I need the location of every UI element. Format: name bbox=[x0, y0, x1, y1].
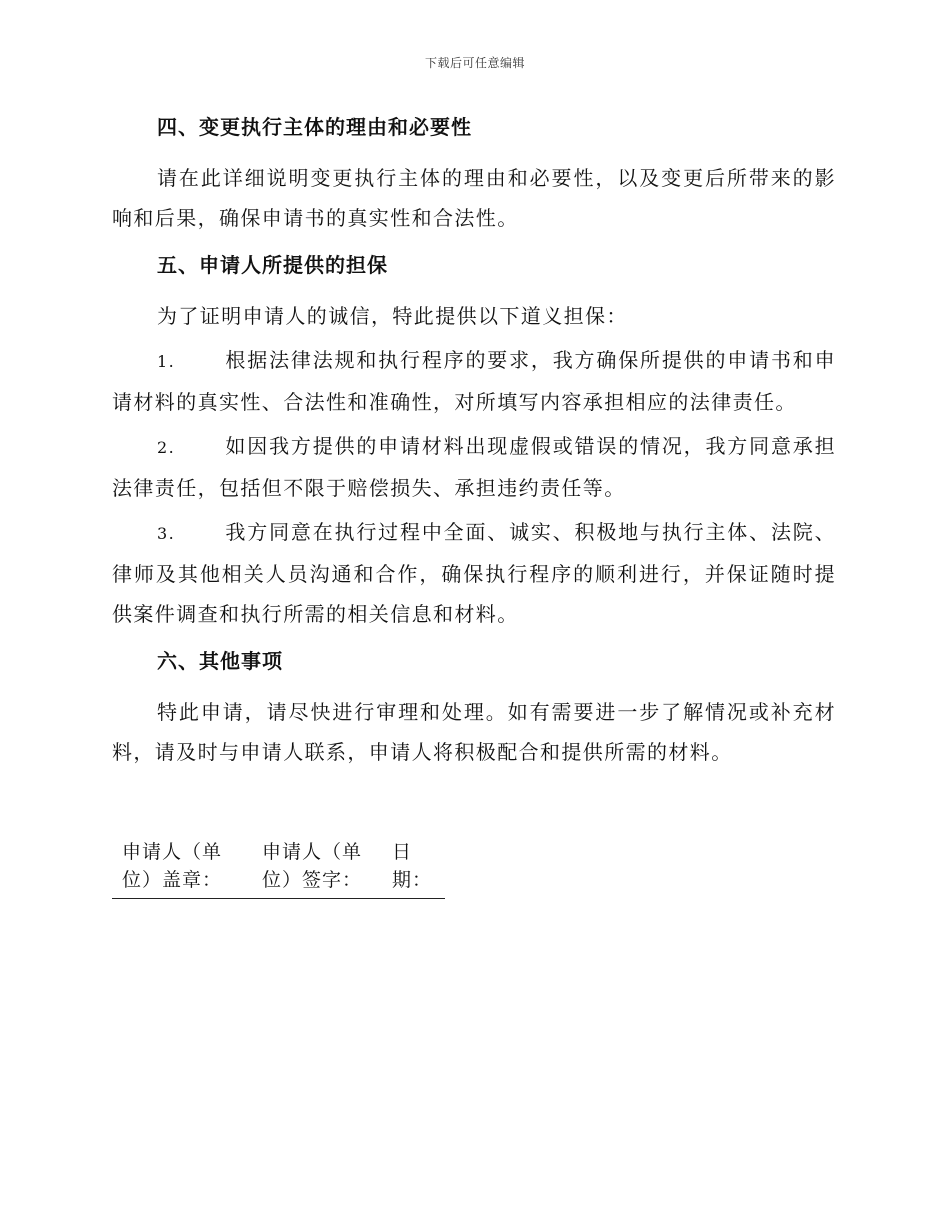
section-guarantee bbox=[112, 248, 836, 634]
section-heading: 四、变更执行主体的理由和必要性 bbox=[157, 115, 472, 139]
section-other bbox=[112, 644, 836, 772]
section-paragraph: 为了证明申请人的诚信，特此提供以下道义担保： bbox=[157, 304, 628, 328]
list-item-number: 2. bbox=[157, 438, 176, 457]
seal-label: 申请人（单位）盖章： bbox=[122, 841, 223, 891]
date-label: 日期： bbox=[392, 841, 433, 891]
section-heading: 六、其他事项 bbox=[157, 649, 283, 673]
signature-table bbox=[112, 838, 445, 899]
header-note: 下载后可任意编辑 bbox=[424, 56, 525, 70]
document-body bbox=[112, 110, 836, 782]
list-item-text: 根据法律法规和执行程序的要求，我方确保所提供的申请书和申请材料的真实性、合法性和准确性，对所填写内容承担相应的法律责任。 bbox=[112, 348, 836, 414]
section-paragraph: 请在此详细说明变更执行主体的理由和必要性，以及变更后所带来的影响和后果，确保申请书的真实性和合法性。 bbox=[112, 166, 836, 230]
list-item-number: 3. bbox=[157, 524, 176, 543]
section-heading: 五、申请人所提供的担保 bbox=[157, 253, 388, 277]
list-item-text: 我方同意在执行过程中全面、诚实、积极地与执行主体、法院、律师及其他相关人员沟通和合作，确保执行程序的顺利进行，并保证随时提供案件调查和执行所需的相关信息和材料。 bbox=[112, 520, 836, 626]
section-paragraph: 特此申请，请尽快进行审理和处理。如有需要进一步了解情况或补充材料，请及时与申请人联系，申请人将积极配合和提供所需的材料。 bbox=[112, 700, 836, 764]
list-item-number: 1. bbox=[157, 352, 176, 371]
section-reason bbox=[112, 110, 836, 238]
list-item-text: 如因我方提供的申请材料出现虚假或错误的情况，我方同意承担法律责任，包括但不限于赔偿损失、承担违约责任等。 bbox=[112, 434, 836, 500]
sign-label: 申请人（单位）签字： bbox=[262, 841, 363, 891]
list-item bbox=[112, 426, 836, 508]
list-item bbox=[112, 340, 836, 422]
list-item bbox=[112, 512, 836, 634]
